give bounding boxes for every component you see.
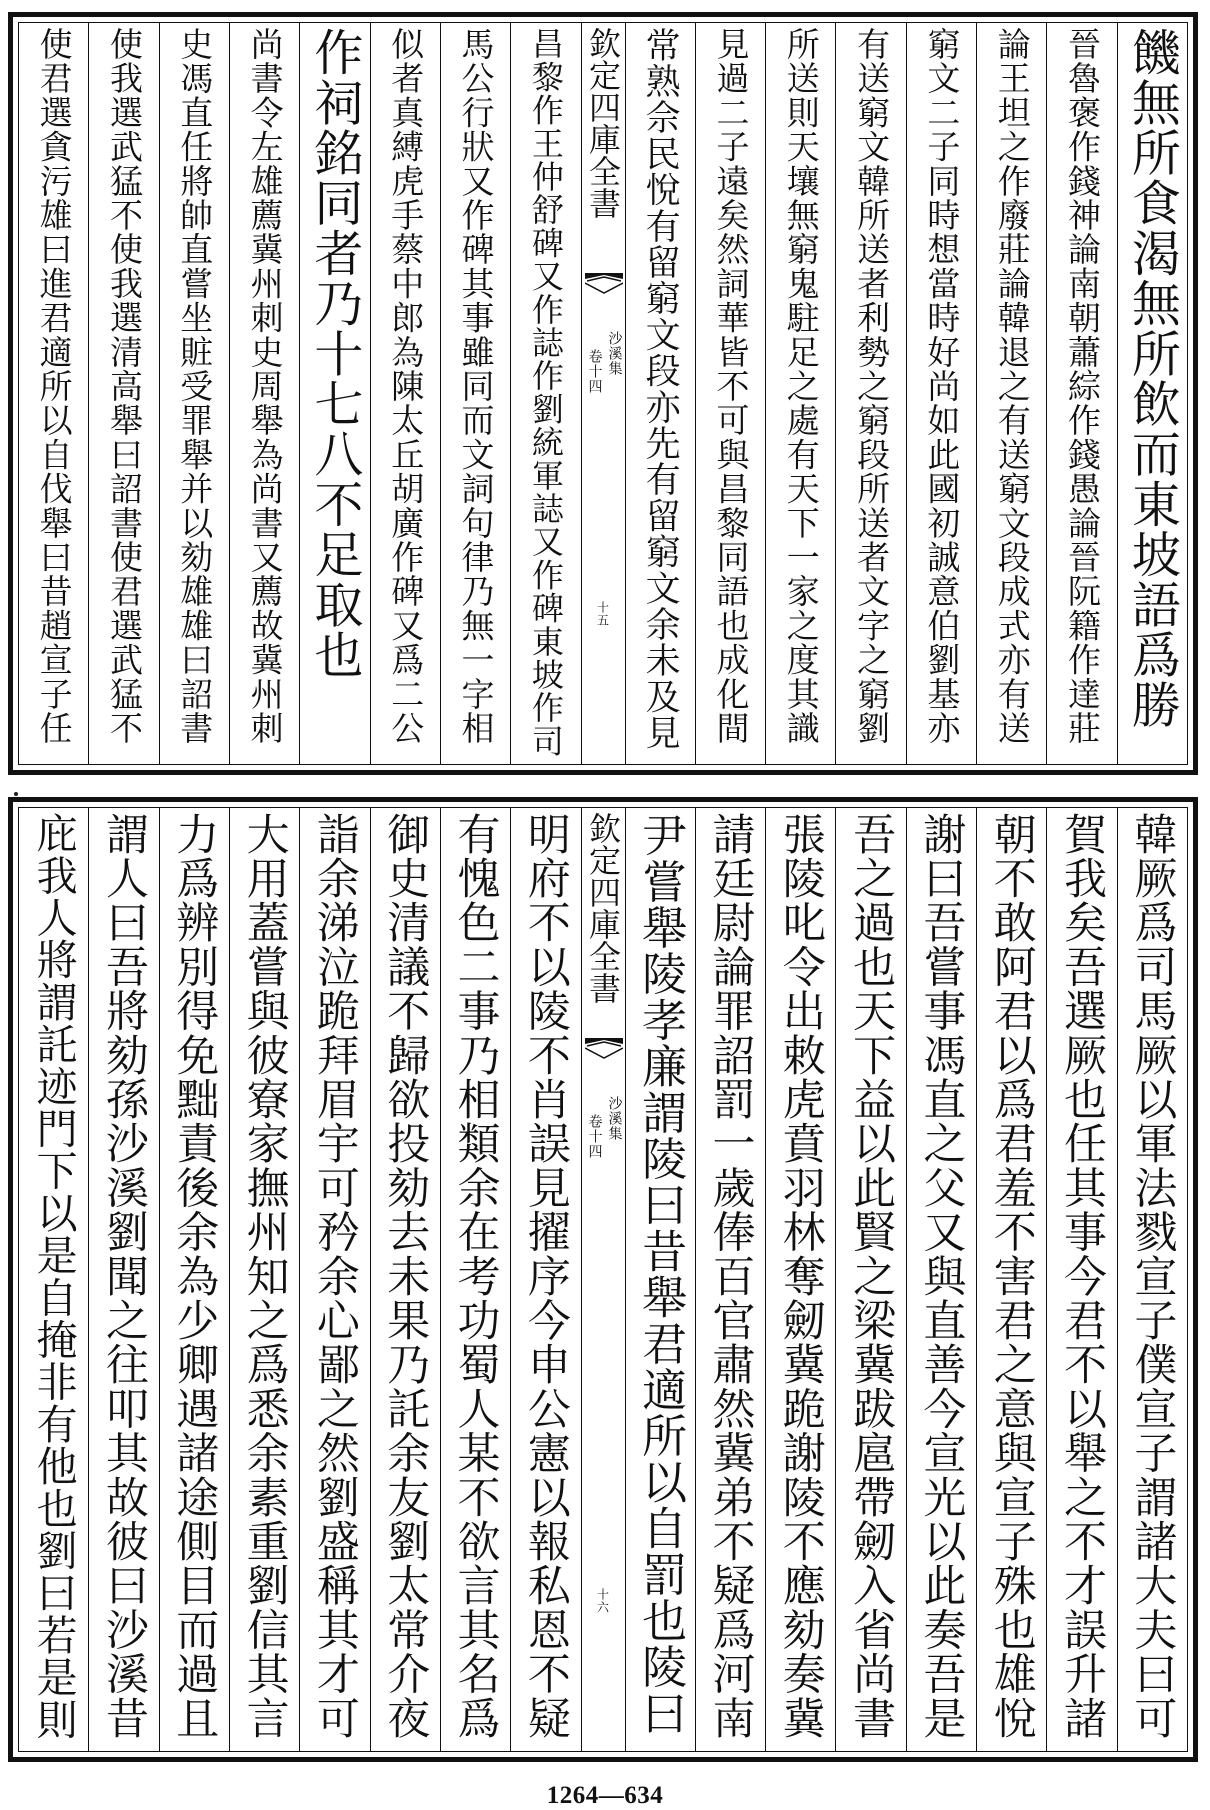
column-text: 作祠銘同者乃十七八不足取也 xyxy=(306,27,364,680)
column-text: 尚書令左雄薦冀州刺史周舉為尚書又薦故冀州刺 xyxy=(245,27,285,746)
column-text: 馬公行狀又作碑其事雖同而文詞句律乃無一字相 xyxy=(456,27,496,746)
text-column xyxy=(976,23,1046,764)
column-text: 所送則天壤無窮鬼駐足之處有天下一家之度其識 xyxy=(781,27,821,746)
text-column xyxy=(1117,23,1187,764)
volume-number: 卷十四 xyxy=(586,1114,603,1159)
text-column xyxy=(370,808,440,1751)
text-column xyxy=(370,23,440,764)
text-column xyxy=(159,808,229,1751)
bottom-page-frame xyxy=(18,807,1188,1752)
fish-tail-mark-icon xyxy=(585,1038,623,1060)
column-text: 朝不敢阿君以爲君羞不害君之意與宣子殊也雄悅 xyxy=(986,812,1037,1741)
text-column xyxy=(765,808,835,1751)
text-column xyxy=(906,23,976,764)
column-text: 常熟佘民悅有留窮文段亦先有留窮文余未及見 xyxy=(640,27,681,751)
text-column xyxy=(976,808,1046,1751)
text-column xyxy=(835,808,905,1751)
column-text: 御史清議不歸欲投劾去未果乃託余友劉太常介夜 xyxy=(380,812,431,1741)
top-page-frame xyxy=(18,22,1188,765)
text-column xyxy=(625,808,695,1751)
column-text: 張陵叱令出敕虎賁羽林奪劒冀跪謝陵不應劾奏冀 xyxy=(775,812,826,1741)
folio-number: 十五 xyxy=(595,601,610,627)
column-text: 謂人曰吾將劾孫沙溪劉聞之往叩其故彼曰沙溪昔 xyxy=(98,812,149,1741)
text-column xyxy=(695,808,765,1751)
text-column xyxy=(229,808,299,1751)
column-text: 力爲辨別得免黜責後余為少卿遇諸途側目而過且 xyxy=(169,812,220,1741)
text-column xyxy=(765,23,835,764)
text-column xyxy=(835,23,905,764)
scan-speck xyxy=(14,792,18,796)
text-column xyxy=(19,808,88,1751)
bottom-page xyxy=(8,797,1198,1762)
text-column xyxy=(510,808,580,1751)
column-text: 詣余涕泣跪拜眉宇可矜余心鄙之然劉盛稱其才可 xyxy=(309,812,360,1741)
text-column xyxy=(510,23,580,764)
text-column xyxy=(299,23,369,764)
column-text: 謝曰吾嘗事馮直之父又與直善今宣光以此奏吾是 xyxy=(916,812,967,1741)
text-column xyxy=(906,808,976,1751)
top-page xyxy=(8,12,1198,775)
column-text: 使君選貪污雄曰進君適所以自伐舉曰昔趙宣子任 xyxy=(34,27,74,746)
column-text: 昌黎作王仲舒碑又作誌作劉統軍誌又作碑東坡作司 xyxy=(526,27,565,758)
folio-number: 十六 xyxy=(595,1588,610,1614)
text-column xyxy=(1117,808,1187,1751)
text-column xyxy=(88,808,158,1751)
text-column xyxy=(1046,808,1116,1751)
column-text: 尹嘗舉陵孝廉謂陵曰昔舉君適所以自罰也陵曰 xyxy=(634,812,688,1736)
column-text: 饑無所食渴無所飲而東坡語爲勝 xyxy=(1124,27,1182,730)
column-text: 明府不以陵不肖誤見擢序今申公憲以報私恩不疑 xyxy=(520,812,571,1741)
collection-header: 欽定四庫全書 xyxy=(584,27,622,219)
column-text: 賀我矣吾選厥也任其事今君不以舉之不才誤升諸 xyxy=(1057,812,1108,1741)
column-text: 庇我人將謂託迹門下以是自掩非有他也劉曰若是則 xyxy=(29,812,78,1741)
column-text: 似者真縛虎手蔡中郎為陳太丘胡廣作碑又爲二公 xyxy=(386,27,426,746)
text-column xyxy=(159,23,229,764)
text-column xyxy=(695,23,765,764)
column-text: 有愧色二事乃相類余在考功蜀人某不欲言其名爲 xyxy=(450,812,501,1741)
book-title: 沙溪集 xyxy=(606,1096,623,1141)
center-fold-column xyxy=(581,23,625,764)
text-column xyxy=(440,808,510,1751)
text-column xyxy=(88,23,158,764)
text-column xyxy=(299,808,369,1751)
book-title: 沙溪集 xyxy=(606,331,623,376)
text-column xyxy=(625,23,695,764)
center-fold-column xyxy=(581,808,625,1751)
fish-tail-mark-icon xyxy=(585,273,623,295)
column-text: 見過二子遠矣然詞華皆不可與昌黎同語也成化間 xyxy=(711,27,751,746)
column-text: 大用蓋嘗與彼寮家撫州知之爲悉余素重劉信其言 xyxy=(239,812,290,1741)
column-text: 吾之過也天下益以此賢之梁冀跋扈帶劒入省尚書 xyxy=(846,812,897,1741)
text-column xyxy=(440,23,510,764)
column-text: 論王坦之作廢莊論韓退之有送窮文段成式亦有送 xyxy=(992,27,1032,746)
column-text: 使我選武猛不使我選清高舉曰詔書使君選武猛不 xyxy=(104,27,144,746)
text-column xyxy=(1046,23,1116,764)
text-column xyxy=(229,23,299,764)
text-column xyxy=(19,23,88,764)
page-number: 1264—634 xyxy=(546,1782,664,1809)
collection-header: 欽定四庫全書 xyxy=(584,812,622,1004)
column-text: 晉魯褒作錢神論南朝蕭綜作錢愚論晉阮籍作達莊 xyxy=(1063,27,1103,746)
column-text: 窮文二子同時想當時好尚如此國初誠意伯劉基亦 xyxy=(922,27,962,746)
volume-number: 卷十四 xyxy=(586,349,603,394)
column-text: 韓厥爲司馬厥以軍法戮宣子僕宣子謂諸大夫曰可 xyxy=(1127,812,1178,1741)
column-text: 有送窮文韓所送者利勢之窮段所送者文字之窮劉 xyxy=(852,27,892,746)
column-text: 請廷尉論罪詔罰一歲俸百官肅然冀弟不疑爲河南 xyxy=(705,812,756,1741)
column-text: 史馮直任將帥直嘗坐賍受罪舉并以劾雄雄曰詔書 xyxy=(175,27,215,746)
